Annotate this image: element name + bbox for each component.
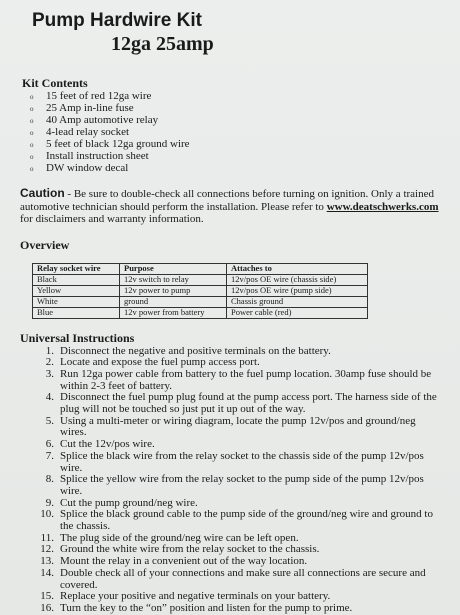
bullet-icon: o xyxy=(30,105,34,113)
instruction-step xyxy=(16,603,448,615)
document-title: Pump Hardwire Kit xyxy=(32,10,202,31)
overview-heading: Overview xyxy=(20,237,70,252)
step-number: 8. xyxy=(45,473,54,486)
step-text: Turn the key to the “on” position and listen for the pump to prime. xyxy=(60,601,353,614)
table-cell: 12v/pos OE wire (chassis side) xyxy=(227,274,368,285)
list-item: o DW window decal xyxy=(30,162,129,174)
step-number: 9. xyxy=(45,496,54,509)
table-cell: 12v power from battery xyxy=(120,307,227,318)
step-number: 13. xyxy=(40,555,54,568)
step-text: Splice the yellow wire from the relay socket to the pump side of the pump 12v/pos wire. xyxy=(60,473,424,497)
website-link[interactable]: www.deatschwerks.com xyxy=(326,200,439,213)
table-header-row xyxy=(33,263,368,274)
kit-contents-heading: Kit Contents xyxy=(22,76,88,90)
bullet-icon: o xyxy=(30,117,34,125)
bullet-icon: o xyxy=(30,93,34,101)
step-text: Mount the relay in a convenient out of the way location. xyxy=(60,555,308,568)
step-number: 3. xyxy=(45,367,54,380)
step-number: 6. xyxy=(45,438,54,451)
table-row xyxy=(33,285,368,296)
step-number: 14. xyxy=(40,566,54,579)
step-text: Splice the black ground cable to the pump side of the ground/neg wire and ground to the chassis. xyxy=(60,508,433,533)
step-number: 7. xyxy=(45,449,54,462)
step-text: Locate and expose the fuel pump access port. xyxy=(60,356,260,369)
kit-contents-list xyxy=(30,91,448,175)
table-row xyxy=(33,296,368,307)
bullet-icon: o xyxy=(30,165,34,173)
table-cell: Chassis ground xyxy=(227,296,368,307)
instruction-step xyxy=(16,568,448,591)
table-cell: ground xyxy=(120,296,227,307)
step-text: Splice the black wire from the relay socket to the chassis side of the pump 12v/pos wire. xyxy=(60,449,424,474)
column-header: Attaches to xyxy=(227,263,368,274)
table-cell: Black xyxy=(33,274,120,285)
table-cell: White xyxy=(33,296,120,307)
step-text: Replace your positive and negative terminals on your battery. xyxy=(60,590,331,603)
relay-wiring-table xyxy=(32,263,368,319)
step-number: 11. xyxy=(40,531,54,544)
step-text: The plug side of the ground/neg wire can be left open. xyxy=(60,531,299,544)
step-text: Ground the white wire from the relay socket to the chassis. xyxy=(60,543,320,556)
step-text: Cut the 12v/pos wire. xyxy=(60,438,155,451)
step-number: 12. xyxy=(40,543,54,556)
list-item: o 25 Amp in-line fuse xyxy=(30,102,134,114)
list-item: o 4-lead relay socket xyxy=(30,126,130,138)
step-number: 1. xyxy=(45,344,54,357)
instruction-step xyxy=(16,416,448,439)
step-number: 4. xyxy=(45,391,54,404)
column-header: Purpose xyxy=(120,263,227,274)
step-number: 5. xyxy=(45,414,54,427)
table-cell: Yellow xyxy=(33,285,120,296)
table-cell: 12v switch to relay xyxy=(120,274,227,285)
caution-text: - Be sure to double-check all connections before turning on ignition. Only a trained automotive technician should perform the installation. Please refer to xyxy=(20,188,434,213)
table-cell: 12v power to pump xyxy=(120,285,227,296)
table-row xyxy=(33,307,368,318)
instruction-steps xyxy=(16,346,448,615)
table-cell: Blue xyxy=(33,307,120,318)
bullet-icon: o xyxy=(30,141,34,149)
step-text: Cut the pump ground/neg wire. xyxy=(60,496,198,509)
step-number: 15. xyxy=(40,590,54,603)
caution-paragraph xyxy=(20,187,448,226)
step-number: 2. xyxy=(45,356,54,369)
step-text: Disconnect the fuel pump plug found at the pump access port. The harness side of the plug will not be touched so just put it up out of the way. xyxy=(60,391,437,416)
step-number: 16. xyxy=(40,601,54,614)
step-text: Run 12ga power cable from battery to the fuel pump location. 30amp fuse should be within 2-3 feet of battery. xyxy=(60,367,432,392)
document-subtitle: 12ga 25amp xyxy=(111,33,214,55)
bullet-icon: o xyxy=(30,153,34,161)
instruction-step xyxy=(16,369,448,392)
step-text: Using a multi-meter or wiring diagram, locate the pump 12v/pos and ground/neg wires. xyxy=(60,414,416,439)
universal-instructions-heading: Universal Instructions xyxy=(20,330,135,345)
list-item: o 40 Amp automotive relay xyxy=(30,114,159,126)
step-text: Disconnect the negative and positive terminals on the battery. xyxy=(60,344,331,357)
bullet-icon: o xyxy=(30,129,34,137)
step-text: Double check all of your connections and make sure all connections are secure and covered. xyxy=(60,566,426,591)
table-cell: 12v/pos OE wire (pump side) xyxy=(227,285,368,296)
step-number: 10. xyxy=(40,508,54,521)
list-item: o Install instruction sheet xyxy=(30,150,149,162)
instruction-step xyxy=(16,392,448,415)
table-row xyxy=(33,274,368,285)
caution-label: Caution xyxy=(20,186,65,200)
list-item: o 5 feet of black 12ga ground wire xyxy=(30,138,190,150)
column-header: Relay socket wire xyxy=(33,263,120,274)
table-cell: Power cable (red) xyxy=(227,307,368,318)
instruction-step xyxy=(16,474,448,497)
instruction-step xyxy=(16,451,448,474)
instruction-step xyxy=(16,509,448,532)
caution-tail: for disclaimers and warranty information. xyxy=(20,213,204,225)
list-item: o 15 feet of red 12ga wire xyxy=(30,90,152,102)
